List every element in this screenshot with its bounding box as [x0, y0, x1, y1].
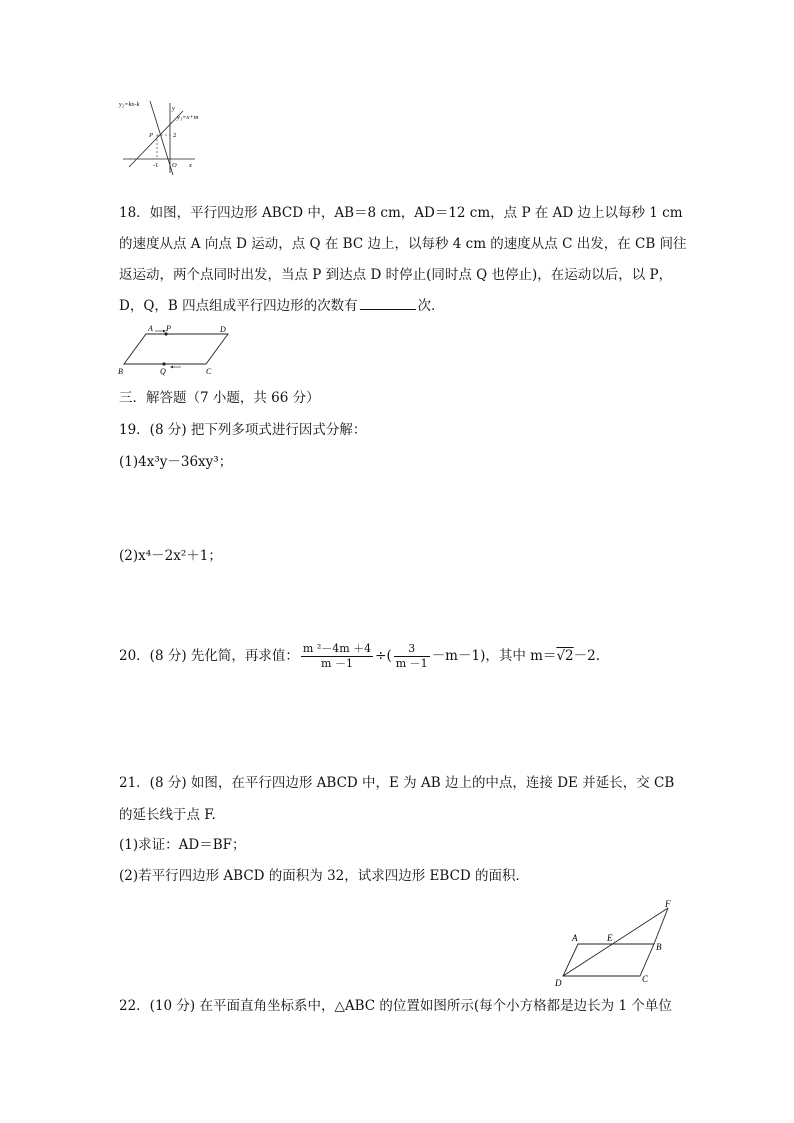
fraction-2-numerator: 3 — [394, 642, 430, 657]
fraction-2 — [394, 642, 430, 671]
q21-line1: 21．(8 分) 如图，在平行四边形 ABCD 中，E 为 AB 边上的中点，连接 DE 并延长，交 CB — [119, 775, 675, 791]
label-2: 2 — [173, 132, 177, 139]
fraction-2-denominator: m －1 — [395, 657, 428, 670]
q20-tail1: －m－1)，其中 m＝ — [431, 648, 557, 664]
q18-line3: 返运动，两个点同时出发，当点 P 到达点 D 时停止(同时点 Q 也停止)，在运动以后，以 P， — [119, 267, 673, 283]
q19-title: 19．(8 分) 把下列多项式进行因式分解： — [119, 422, 367, 438]
label-y1: y₁=x+m — [177, 114, 199, 121]
label-origin: O — [172, 162, 177, 169]
label-y-axis: y — [172, 105, 175, 112]
fig21-label-b: B — [656, 942, 662, 952]
q18-line4 — [119, 296, 445, 316]
q17-function-graph — [115, 97, 210, 177]
label-y2: y₂=kx-k — [119, 101, 140, 108]
q18-line4-tail: 次． — [417, 298, 445, 314]
q21-line2: 的延长线于点 F. — [119, 807, 216, 823]
q21-part2: (2)若平行四边形 ABCD 的面积为 32，试求四边形 EBCD 的面积． — [119, 868, 530, 884]
fraction-1-numerator: m ²－4m ＋4 — [302, 642, 372, 655]
q19-part1: (1)4x³y－36xy³； — [119, 454, 233, 470]
q18-parallelogram-figure — [116, 322, 242, 376]
section-heading: 三．解答题（7 小题，共 66 分） — [119, 390, 320, 406]
label-neg1: -1 — [153, 162, 159, 169]
fig18-label-a: A — [148, 324, 153, 333]
q19-part2: (2)x⁴－2x²＋1； — [119, 548, 222, 564]
fraction-1 — [301, 642, 373, 671]
fig21-label-a: A — [572, 933, 578, 943]
fig21-label-c: C — [642, 974, 649, 984]
q18-line4-text: D，Q，B 四点组成平行四边形的次数有 — [119, 298, 358, 314]
sqrt-2: √2 — [556, 648, 574, 664]
q21-part1: (1)求证：AD＝BF； — [119, 837, 246, 853]
q22-line1: 22．(10 分) 在平面直角坐标系中，△ABC 的位置如图所示(每个小方格都是边长为 1 个单位 — [119, 998, 672, 1014]
q18-line2: 的速度从点 A 向点 D 运动，点 Q 在 BC 边上，以每秒 4 cm 的速度从点 C 出发，在 CB 间往 — [119, 236, 687, 252]
fraction-1-denominator: m －1 — [321, 657, 353, 670]
answer-blank[interactable] — [360, 297, 416, 310]
fig21-label-e: E — [607, 933, 613, 943]
q20-line — [119, 641, 600, 671]
fig18-label-d: D — [220, 325, 226, 334]
label-x-axis: x — [189, 162, 192, 169]
q20-tail2: －2. — [573, 648, 601, 664]
q20-prefix: 20．(8 分) 先化简，再求值： — [119, 648, 299, 664]
q20-div: ÷( — [375, 648, 392, 664]
fig18-label-p: P — [166, 324, 171, 333]
fig18-label-b: B — [118, 367, 123, 376]
label-p: P — [149, 132, 153, 139]
q21-parallelogram-figure — [552, 898, 684, 990]
fig21-label-f: F — [665, 899, 671, 909]
q18-line1: 18．如图，平行四边形 ABCD 中，AB＝8 cm，AD＝12 cm，点 P 在 AD 边上以每秒 1 cm — [119, 205, 683, 221]
fig21-label-d: D — [555, 978, 562, 988]
fig18-label-q: Q — [160, 367, 166, 376]
fig18-label-c: C — [206, 367, 212, 376]
